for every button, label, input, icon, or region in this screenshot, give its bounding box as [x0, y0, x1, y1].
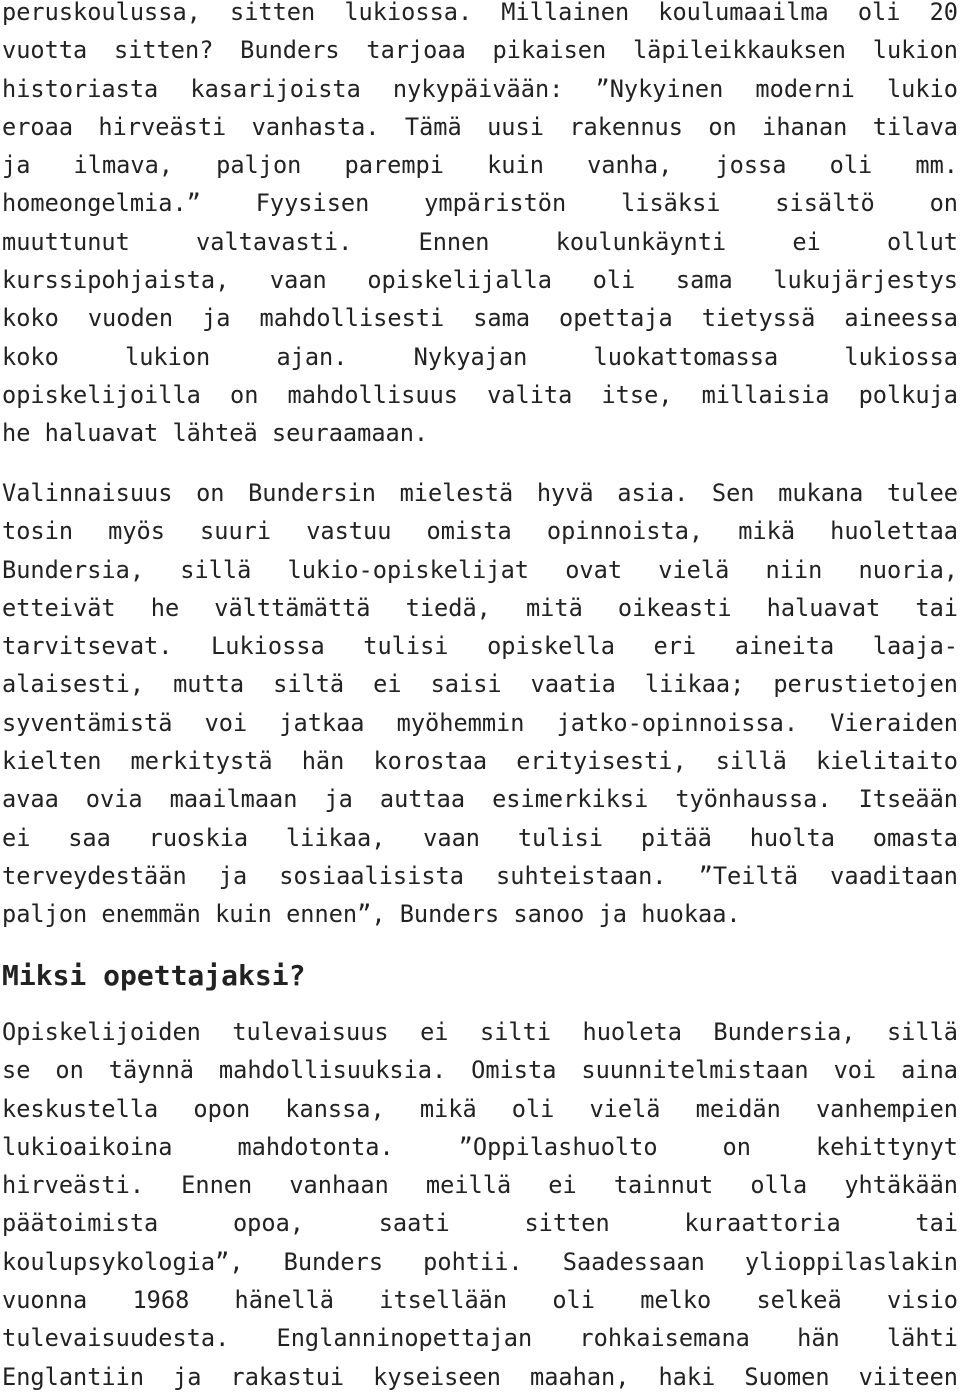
- text-line: hirveästi. Ennen vanhaan meillä ei tainnut olla yhtäkään: [2, 1171, 958, 1200]
- text-line: muuttunut valtavasti. Ennen koulunkäynti ei ollut: [2, 227, 958, 256]
- text-line: koulupsykologia”, Bunders pohtii. Saadessaan ylioppilaslakin: [2, 1247, 958, 1276]
- text-line: keskustella opon kanssa, mikä oli vielä meidän vanhempien: [2, 1094, 958, 1123]
- section-heading: Miksi opettajaksi?: [2, 959, 306, 992]
- text-line: tarvitsevat. Lukiossa tulisi opiskella eri aineita laaja-: [2, 632, 958, 661]
- text-line: peruskoulussa, sitten lukiossa. Millainen koulumaailma oli 20: [2, 0, 958, 26]
- paragraph-future: [2, 1013, 958, 1393]
- text-line: terveydestään ja sosiaalisista suhteistaan. ”Teiltä vaaditaan: [2, 861, 958, 890]
- text-line: Valinnaisuus on Bundersin mielestä hyvä asia. Sen mukana tulee: [2, 479, 958, 507]
- text-line: tulevaisuudesta. Englanninopettajan rohkaisemana hän lähti: [2, 1324, 958, 1353]
- text-line: avaa ovia maailmaan ja auttaa esimerkiksi työnhaussa. Itseään: [2, 785, 958, 814]
- text-line: tosin myös suuri vastuu omista opinnoista, mikä huolettaa: [2, 517, 958, 546]
- text-line: alaisesti, mutta siltä ei saisi vaatia liikaa; perustietojen: [2, 670, 958, 699]
- text-line: vuotta sitten? Bunders tarjoaa pikaisen läpileikkauksen lukion: [2, 36, 958, 65]
- text-line: Englantiin ja rakastui kyseiseen maahan, haki Suomen viiteen: [2, 1362, 958, 1391]
- text-line: opiskelijoilla on mahdollisuus valita itse, millaisia polkuja: [2, 380, 958, 409]
- text-line: syventämistä voi jatkaa myöhemmin jatko-opinnoissa. Vieraiden: [2, 708, 958, 737]
- text-line: ei saa ruoskia liikaa, vaan tulisi pitää huolta omasta: [2, 823, 958, 852]
- text-line: kielten merkitystä hän korostaa erityisesti, sillä kielitaito: [2, 747, 958, 776]
- text-line: eroaa hirveästi vanhasta. Tämä uusi rakennus on ihanan tilava: [2, 112, 958, 141]
- text-line: se on täynnä mahdollisuuksia. Omista suunnitelmistaan voi aina: [2, 1056, 958, 1085]
- text-line: Opiskelijoiden tulevaisuus ei silti huoleta Bundersia, sillä: [2, 1018, 958, 1046]
- text-line: vuonna 1968 hänellä itsellään oli melko selkeä visio: [2, 1286, 958, 1315]
- text-line: Bundersia, sillä lukio-opiskelijat ovat vielä niin nuoria,: [2, 555, 958, 584]
- text-line: paljon enemmän kuin ennen”, Bunders sanoo ja huokaa.: [2, 900, 741, 929]
- text-line: homeongelmia.” Fyysisen ympäristön lisäksi sisältö on: [2, 189, 958, 218]
- text-line: he haluavat lähteä seuraamaan.: [2, 419, 429, 448]
- text-line: lukioaikoina mahdotonta. ”Oppilashuolto on kehittynyt: [2, 1132, 958, 1161]
- paragraph-school-history: [2, 0, 958, 453]
- text-line: kurssipohjaista, vaan opiskelijalla oli sama lukujärjestys: [2, 266, 958, 295]
- paragraph-electivity: [2, 474, 958, 934]
- text-line: koko lukion ajan. Nykyajan luokattomassa lukiossa: [2, 342, 958, 371]
- text-line: päätoimista opoa, saati sitten kuraattoria tai: [2, 1209, 958, 1238]
- text-line: ja ilmava, paljon parempi kuin vanha, jossa oli mm.: [2, 151, 958, 180]
- text-line: historiasta kasarijoista nykypäivään: ”Nykyinen moderni lukio: [2, 74, 958, 103]
- text-line: etteivät he välttämättä tiedä, mitä oikeasti haluavat tai: [2, 593, 958, 622]
- text-line: koko vuoden ja mahdollisesti sama opettaja tietyssä aineessa: [2, 304, 958, 333]
